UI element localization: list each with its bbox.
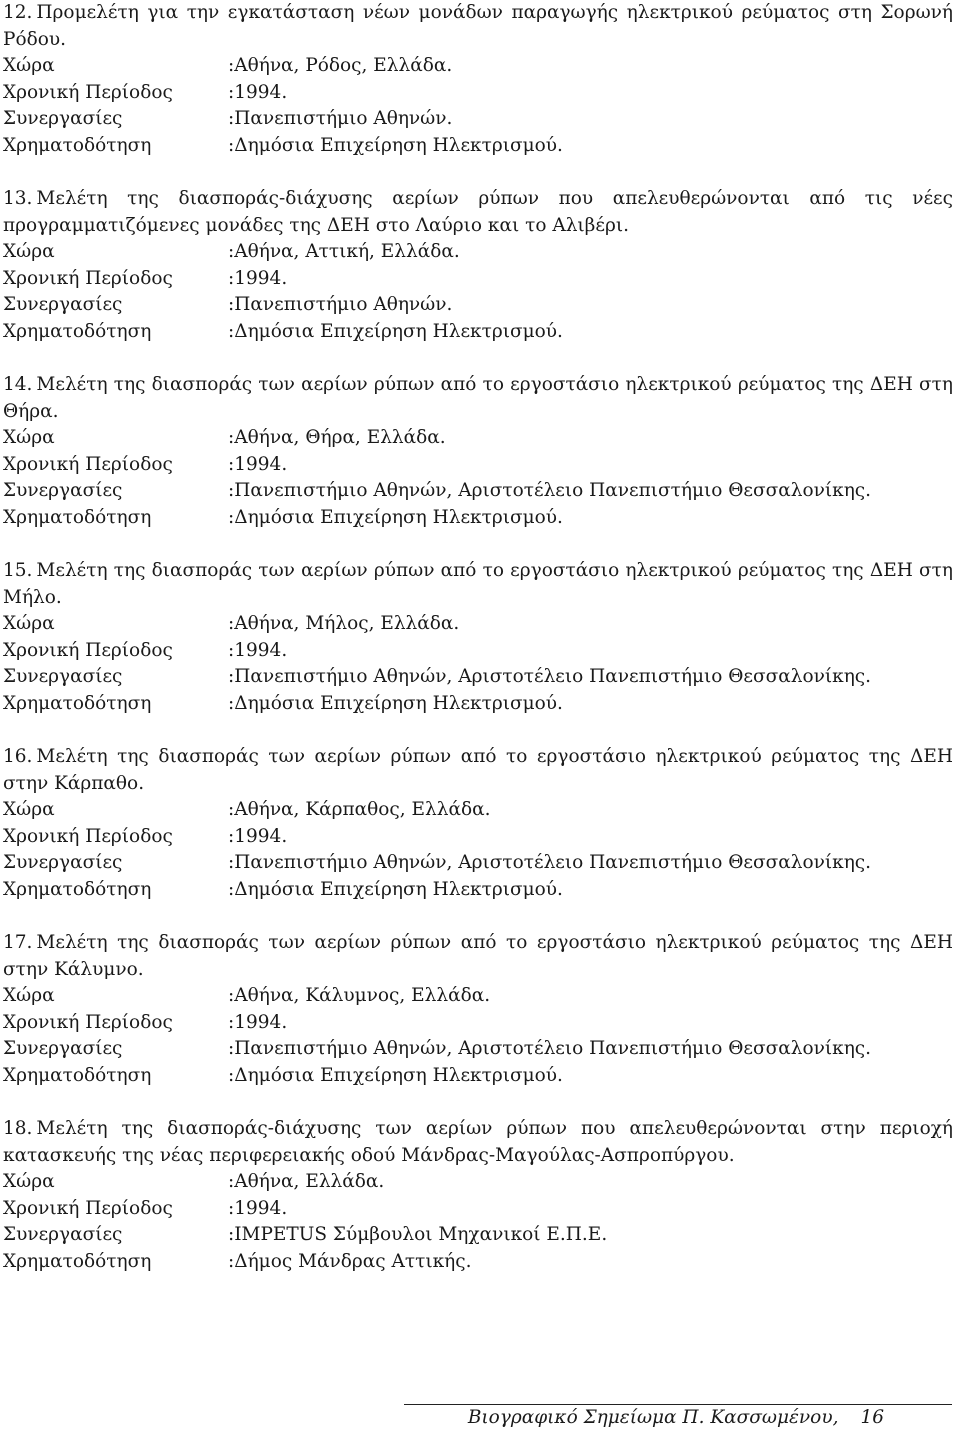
field-value: :1994. [228,453,288,475]
field-row [3,478,953,505]
field-value: :Αθήνα, Κάλυμνος, Ελλάδα. [228,985,491,1006]
field-row [3,239,953,266]
field-value: :Αθήνα, Ελλάδα. [228,1171,385,1192]
field-label: Συνεργασίες [3,294,123,315]
field-row [3,611,953,638]
field-value: :Δημόσια Επιχείρηση Ηλεκτρισμού. [228,320,563,342]
project-title [3,186,953,239]
field-row [3,691,953,718]
field-row [3,824,953,851]
field-value: :Πανεπιστήμιο Αθηνών, Αριστοτέλειο Πανεπιστήμιο Θεσσαλονίκης. [228,480,872,501]
field-row [3,1036,953,1063]
field-label: Χώρα [3,985,55,1006]
field-row [3,292,953,319]
field-label: Χρηματοδότηση [3,1250,152,1272]
field-label: Χρηματοδότηση [3,878,152,900]
field-label: Συνεργασίες [3,480,123,501]
field-label: Χρηματοδότηση [3,506,152,528]
field-value: :Αθήνα, Ρόδος, Ελλάδα. [228,55,453,76]
field-row [3,664,953,691]
field-label: Χρονική Περίοδος [3,1011,173,1033]
project-title [3,1116,953,1169]
project-number: 13. [3,188,33,209]
project-title [3,744,953,797]
field-value: :Αθήνα, Κάρπαθος, Ελλάδα. [228,799,491,820]
field-row [3,266,953,293]
field-label: Συνεργασίες [3,666,123,687]
project-entry-14 [3,372,953,531]
field-value: :1994. [228,1011,288,1033]
field-value: :Πανεπιστήμιο Αθηνών, Αριστοτέλειο Πανεπιστήμιο Θεσσαλονίκης. [228,852,872,873]
field-label: Χρονική Περίοδος [3,81,173,103]
project-title [3,930,953,983]
document-page [3,0,953,1302]
field-label: Χρονική Περίοδος [3,453,173,475]
field-value: :Δημόσια Επιχείρηση Ηλεκτρισμού. [228,692,563,714]
field-label: Χώρα [3,241,55,262]
field-value: :Πανεπιστήμιο Αθηνών. [228,108,453,129]
field-row [3,1010,953,1037]
page-number: 16 [860,1407,884,1428]
project-entry-17 [3,930,953,1089]
field-row [3,877,953,904]
field-row [3,1196,953,1223]
project-number: 15. [3,560,33,581]
field-row [3,983,953,1010]
field-value: :1994. [228,267,288,289]
field-label: Χώρα [3,1171,55,1192]
field-label: Χώρα [3,55,55,76]
footer-text: Βιογραφικό Σημείωμα Π. Κασσωμένου, [467,1407,839,1428]
field-value: :Δήμος Μάνδρας Αττικής. [228,1250,472,1272]
project-entry-16 [3,744,953,903]
field-label: Συνεργασίες [3,108,123,129]
field-label: Χώρα [3,613,55,634]
field-value: :Πανεπιστήμιο Αθηνών. [228,294,453,315]
field-label: Χρηματοδότηση [3,692,152,714]
field-value: :1994. [228,81,288,103]
project-number: 12. [3,2,33,23]
field-value: :Αθήνα, Θήρα, Ελλάδα. [228,427,446,448]
project-number: 17. [3,932,33,953]
field-value: :1994. [228,639,288,661]
field-value: :Αθήνα, Αττική, Ελλάδα. [228,241,460,262]
field-label: Χώρα [3,799,55,820]
project-title-text: Μελέτη της διασποράς των αερίων ρύπων από το εργοστάσιο ηλεκτρικού ρεύματος της ΔΕΗ στην Κάλυμνο. [3,932,953,980]
project-title-text: Μελέτη της διασποράς-διάχυσης των αερίων ρύπων που απελευθερώνονται στην περιοχή κατασκευής της νέας περιφερειακής οδού Μάνδρας-Μαγούλας-Ασπροπύργου. [3,1118,953,1166]
field-label: Συνεργασίες [3,1038,123,1059]
field-value: :IMPETUS Σύμβουλοι Μηχανικοί Ε.Π.Ε. [228,1224,608,1245]
field-row [3,1249,953,1276]
field-row [3,505,953,532]
field-value: :Δημόσια Επιχείρηση Ηλεκτρισμού. [228,1064,563,1086]
project-title-text: Μελέτη της διασποράς των αερίων ρύπων από το εργοστάσιο ηλεκτρικού ρεύματος της ΔΕΗ στη Θήρα. [3,374,953,422]
field-label: Χρονική Περίοδος [3,639,173,661]
field-label: Χρονική Περίοδος [3,825,173,847]
project-number: 16. [3,746,33,767]
field-row [3,797,953,824]
field-value: :1994. [228,1197,288,1219]
project-entry-18 [3,1116,953,1275]
project-entry-12 [3,0,953,159]
field-row [3,319,953,346]
field-label: Χρηματοδότηση [3,1064,152,1086]
field-row [3,1063,953,1090]
field-label: Χώρα [3,427,55,448]
field-value: :Πανεπιστήμιο Αθηνών, Αριστοτέλειο Πανεπιστήμιο Θεσσαλονίκης. [228,666,872,687]
project-title-text: Μελέτη της διασποράς-διάχυσης αερίων ρύπων που απελευθερώνονται από τις νέες προγραμματιζόμενες μονάδες της ΔΕΗ στο Λαύριο και το Αλιβέρι. [3,188,953,236]
project-title [3,372,953,425]
project-entry-15 [3,558,953,717]
field-row [3,1222,953,1249]
field-value: :Δημόσια Επιχείρηση Ηλεκτρισμού. [228,506,563,528]
project-title-text: Προμελέτη για την εγκατάσταση νέων μονάδων παραγωγής ηλεκτρικού ρεύματος στη Σορωνή Ρόδου. [3,2,953,50]
project-number: 14. [3,374,33,395]
field-value: :Δημόσια Επιχείρηση Ηλεκτρισμού. [228,878,563,900]
project-title [3,0,953,53]
field-label: Συνεργασίες [3,852,123,873]
project-entry-13 [3,186,953,345]
project-title [3,558,953,611]
project-title-text: Μελέτη της διασποράς των αερίων ρύπων από το εργοστάσιο ηλεκτρικού ρεύματος της ΔΕΗ στην Κάρπαθο. [3,746,953,794]
project-number: 18. [3,1118,33,1139]
field-value: :Πανεπιστήμιο Αθηνών, Αριστοτέλειο Πανεπιστήμιο Θεσσαλονίκης. [228,1038,872,1059]
field-row [3,80,953,107]
page-footer [468,1405,884,1431]
field-row [3,452,953,479]
field-row [3,106,953,133]
field-value: :1994. [228,825,288,847]
field-label: Χρηματοδότηση [3,134,152,156]
field-row [3,425,953,452]
field-row [3,53,953,80]
field-label: Χρονική Περίοδος [3,1197,173,1219]
field-value: :Δημόσια Επιχείρηση Ηλεκτρισμού. [228,134,563,156]
field-row [3,850,953,877]
project-title-text: Μελέτη της διασποράς των αερίων ρύπων από το εργοστάσιο ηλεκτρικού ρεύματος της ΔΕΗ στη Μήλο. [3,560,953,608]
field-label: Χρονική Περίοδος [3,267,173,289]
field-row [3,133,953,160]
field-label: Συνεργασίες [3,1224,123,1245]
field-label: Χρηματοδότηση [3,320,152,342]
field-value: :Αθήνα, Μήλος, Ελλάδα. [228,613,460,634]
field-row [3,1169,953,1196]
field-row [3,638,953,665]
